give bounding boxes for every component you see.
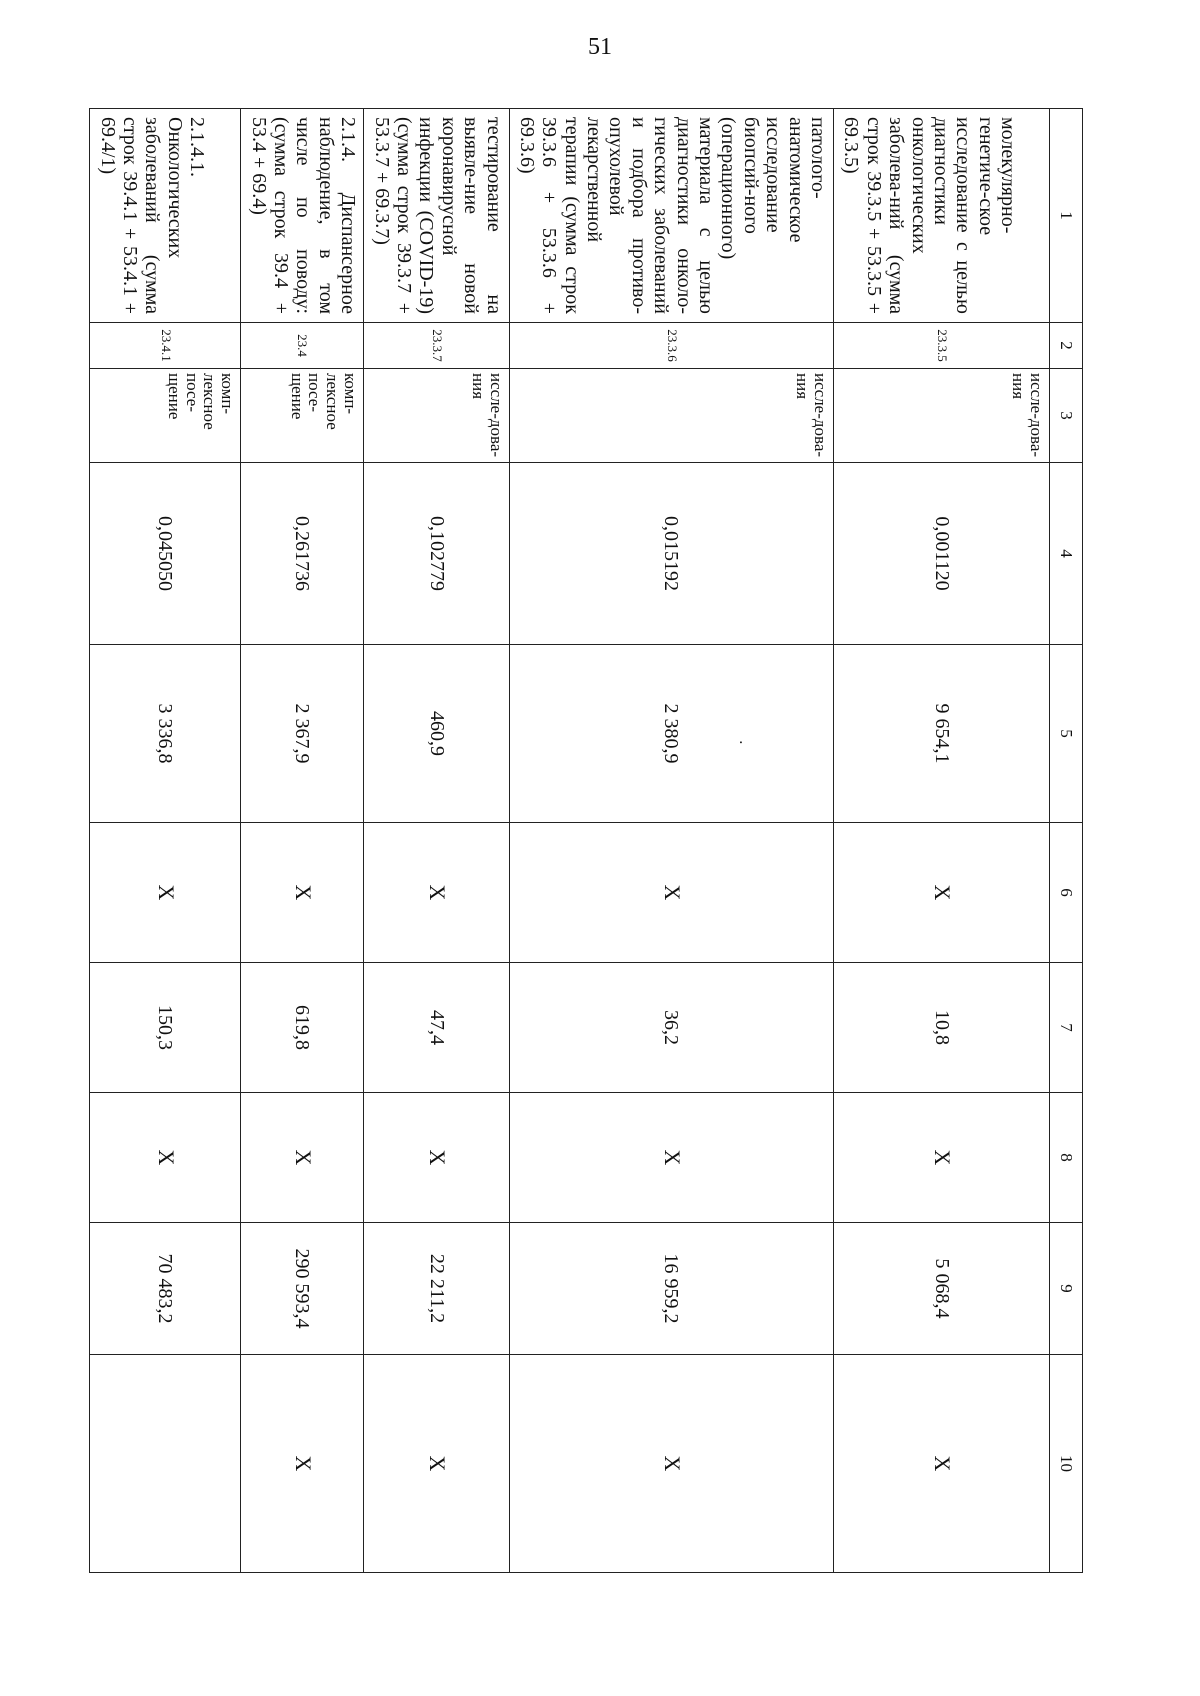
- row-unit: иссле-дова-ния: [834, 369, 1050, 463]
- table-row: [90, 109, 241, 1573]
- column-number-6: 6: [1050, 823, 1083, 963]
- column-number-8: 8: [1050, 1093, 1083, 1223]
- row-value-col9: 5 068,4: [834, 1223, 1050, 1355]
- row-value-col8: X: [834, 1093, 1050, 1223]
- row-value-col5: 9 654,1: [834, 645, 1050, 823]
- row-unit: иссле-дова-ния: [509, 369, 833, 463]
- row-unit: иссле-дова-ния: [364, 369, 509, 463]
- row-value-col5: [509, 645, 833, 823]
- row-unit: комп-лексное посе-щение: [241, 369, 364, 463]
- row-value-col8: X: [364, 1093, 509, 1223]
- page-number: 51: [588, 34, 612, 60]
- row-value-col4: 0,045050: [90, 463, 241, 645]
- row-value-col4: 0,102779: [364, 463, 509, 645]
- table-row: [364, 109, 509, 1573]
- column-number-10: 10: [1050, 1355, 1083, 1573]
- row-value-col7: 10,8: [834, 963, 1050, 1093]
- table-row: [509, 109, 833, 1573]
- row-value-col10: X: [241, 1355, 364, 1573]
- stray-dot-mark: ·: [731, 739, 749, 746]
- row-value-col10: X: [364, 1355, 509, 1573]
- row-value-col10: X: [509, 1355, 833, 1573]
- row-value-col7: 47,4: [364, 963, 509, 1093]
- row-value-col6: X: [834, 823, 1050, 963]
- row-code: 23.4.1: [90, 323, 241, 369]
- column-number-1: 1: [1050, 109, 1083, 323]
- row-name: патолого-анатомическое исследование биопсий-ного (операционного) материала с целью диагностики онколо-гических заболеваний и подбора противо-опухолевой лекарственной терапии (сумма строк 39.3.6 + 53.3.6 + 69.3.6): [509, 109, 833, 323]
- row-value-col6: X: [90, 823, 241, 963]
- rotated-table-container: [96, 108, 1083, 1572]
- row-value-col7: 150,3: [90, 963, 241, 1093]
- row-value-col7: 619,8: [241, 963, 364, 1093]
- row-value-col5-text: 2 380,9: [660, 703, 683, 764]
- row-value-col9: 70 483,2: [90, 1223, 241, 1355]
- row-value-col9: 22 211,2: [364, 1223, 509, 1355]
- row-value-col9: 16 959,2: [509, 1223, 833, 1355]
- row-code: 23.3.5: [834, 323, 1050, 369]
- table-header-row: [1050, 109, 1083, 1573]
- row-value-col4: 0,261736: [241, 463, 364, 645]
- row-code: 23.3.7: [364, 323, 509, 369]
- row-name: молекулярно-генетиче-ское исследование с целью диагностики онкологических заболева-ний (сумма строк 39.3.5 + 53.3.5 + 69.3.5): [834, 109, 1050, 323]
- row-value-col6: X: [241, 823, 364, 963]
- column-number-5: 5: [1050, 645, 1083, 823]
- table-row: [241, 109, 364, 1573]
- row-value-col4: 0,001120: [834, 463, 1050, 645]
- column-number-9: 9: [1050, 1223, 1083, 1355]
- row-value-col10: [90, 1355, 241, 1573]
- data-table: [89, 108, 1083, 1573]
- column-number-4: 4: [1050, 463, 1083, 645]
- row-name: 2.1.4.1. Онкологических заболеваний (сумма строк 39.4.1 + 53.4.1 + 69.4/1): [90, 109, 241, 323]
- table-row: [834, 109, 1050, 1573]
- row-code: 23.4: [241, 323, 364, 369]
- row-value-col6: X: [364, 823, 509, 963]
- column-number-2: 2: [1050, 323, 1083, 369]
- row-value-col7: 36,2: [509, 963, 833, 1093]
- row-value-col8: X: [241, 1093, 364, 1223]
- row-value-col5: 3 336,8: [90, 645, 241, 823]
- row-value-col9: 290 593,4: [241, 1223, 364, 1355]
- row-value-col5: 2 367,9: [241, 645, 364, 823]
- column-number-3: 3: [1050, 369, 1083, 463]
- row-code: 23.3.6: [509, 323, 833, 369]
- row-value-col8: X: [509, 1093, 833, 1223]
- row-value-col6: X: [509, 823, 833, 963]
- row-value-col8: X: [90, 1093, 241, 1223]
- row-name: тестирование на выявле-ние новой коронавирусной инфекции (COVID-19) (сумма строк 39.3.7 + 53.3.7 + 69.3.7): [364, 109, 509, 323]
- row-name: 2.1.4. Диспансерное наблюдение, в том числе по поводу: (сумма строк 39.4 + 53.4 + 69.4): [241, 109, 364, 323]
- row-value-col10: X: [834, 1355, 1050, 1573]
- row-unit: комп-лексное посе-щение: [90, 369, 241, 463]
- row-value-col5: 460,9: [364, 645, 509, 823]
- row-value-col4: 0,015192: [509, 463, 833, 645]
- column-number-7: 7: [1050, 963, 1083, 1093]
